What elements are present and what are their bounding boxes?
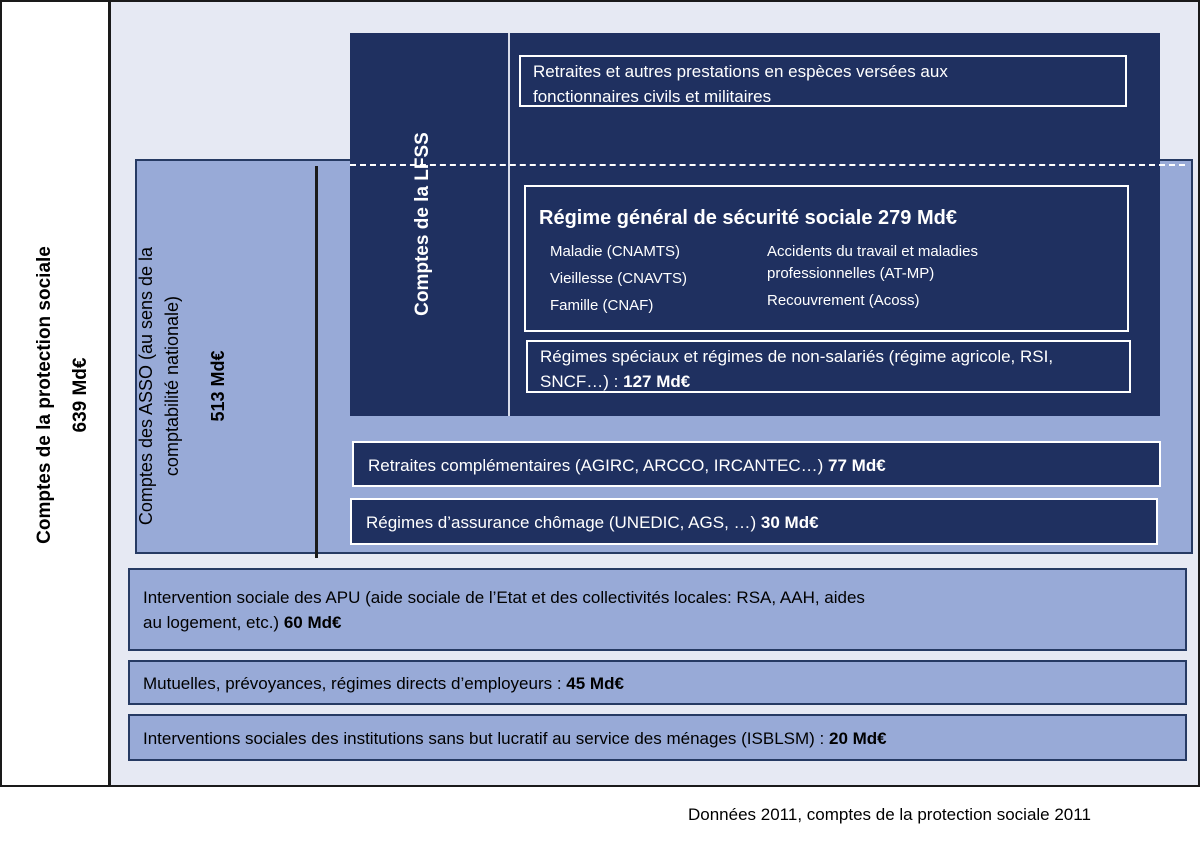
- regimes-speciaux-line1: Régimes spéciaux et régimes de non-salariés (régime agricole, RSI,: [540, 347, 1054, 366]
- asso-amount: 513 Md€: [208, 350, 228, 422]
- asso-label-line1: Comptes des ASSO (au sens de la: [136, 246, 156, 526]
- isblsm-text: Interventions sociales des institutions sans but lucratif au service des ménages (ISBLSM) :: [143, 729, 829, 748]
- mutuelles-text: Mutuelles, prévoyances, régimes directs d’employeurs :: [143, 674, 567, 693]
- intervention-apu-line1: Intervention sociale des APU (aide sociale de l’Etat et des collectivités locales: RSA, AAH, aides: [143, 588, 865, 607]
- isblsm-amount: 20 Md€: [829, 729, 887, 748]
- asso-label-line2: comptabilité nationale): [162, 295, 182, 477]
- fonctionnaires-line2: fonctionnaires civils et militaires: [533, 87, 772, 106]
- regimes-speciaux-box: [526, 340, 1131, 393]
- retraites-complementaires-box: [352, 441, 1161, 487]
- mutuelles-box: [128, 660, 1187, 705]
- regime-general-box: [524, 185, 1129, 332]
- assurance-chomage-box: [350, 498, 1158, 545]
- item-atmp-line1: Accidents du travail et maladies: [767, 243, 978, 260]
- item-vieillesse: Vieillesse (CNAVTS): [550, 270, 687, 287]
- protection-sociale-amount: 639 Md€: [70, 357, 91, 433]
- fonctionnaires-box: [519, 55, 1127, 107]
- assurance-chomage-text: Régimes d’assurance chômage (UNEDIC, AGS, …): [366, 513, 761, 532]
- mutuelles-amount: 45 Md€: [566, 674, 624, 693]
- intervention-apu-amount: 60 Md€: [283, 613, 342, 632]
- isblsm-box: [128, 714, 1187, 761]
- item-famille: Famille (CNAF): [550, 297, 654, 314]
- regime-general-title: Régime général de sécurité sociale 279 Md€: [539, 207, 957, 229]
- assurance-chomage-amount: 30 Md€: [760, 513, 819, 532]
- protection-sociale-label: [31, 5, 91, 785]
- item-atmp-line2: professionnelles (AT-MP): [767, 265, 935, 282]
- item-maladie: Maladie (CNAMTS): [550, 243, 681, 260]
- protection-sociale-title: Comptes de la protection sociale: [34, 246, 55, 544]
- asso-divider: [315, 166, 318, 558]
- fonctionnaires-line1: Retraites et autres prestations en espèces versées aux: [533, 62, 948, 81]
- lfss-divider: [508, 33, 510, 416]
- protection-sociale-panel: [0, 0, 111, 787]
- source-note: Données 2011, comptes de la protection sociale 2011: [688, 805, 1091, 824]
- retraites-complementaires-text: Retraites complémentaires (AGIRC, ARCCO, IRCANTEC…): [368, 456, 829, 475]
- item-recouvrement: Recouvrement (Acoss): [767, 292, 920, 309]
- regime-general-items-left: [550, 241, 687, 317]
- lfss-label: Comptes de la LFSS: [412, 132, 433, 316]
- intervention-apu-line2: au logement, etc.): [143, 613, 284, 632]
- retraites-complementaires-amount: 77 Md€: [828, 456, 886, 475]
- regimes-speciaux-amount: 127 Md€: [623, 372, 691, 391]
- intervention-apu-box: [128, 568, 1187, 651]
- lfss-asso-boundary: [350, 164, 1185, 166]
- regimes-speciaux-line2: SNCF…) :: [540, 372, 624, 391]
- asso-label: [133, 191, 243, 581]
- regime-general-items-right: [767, 241, 978, 312]
